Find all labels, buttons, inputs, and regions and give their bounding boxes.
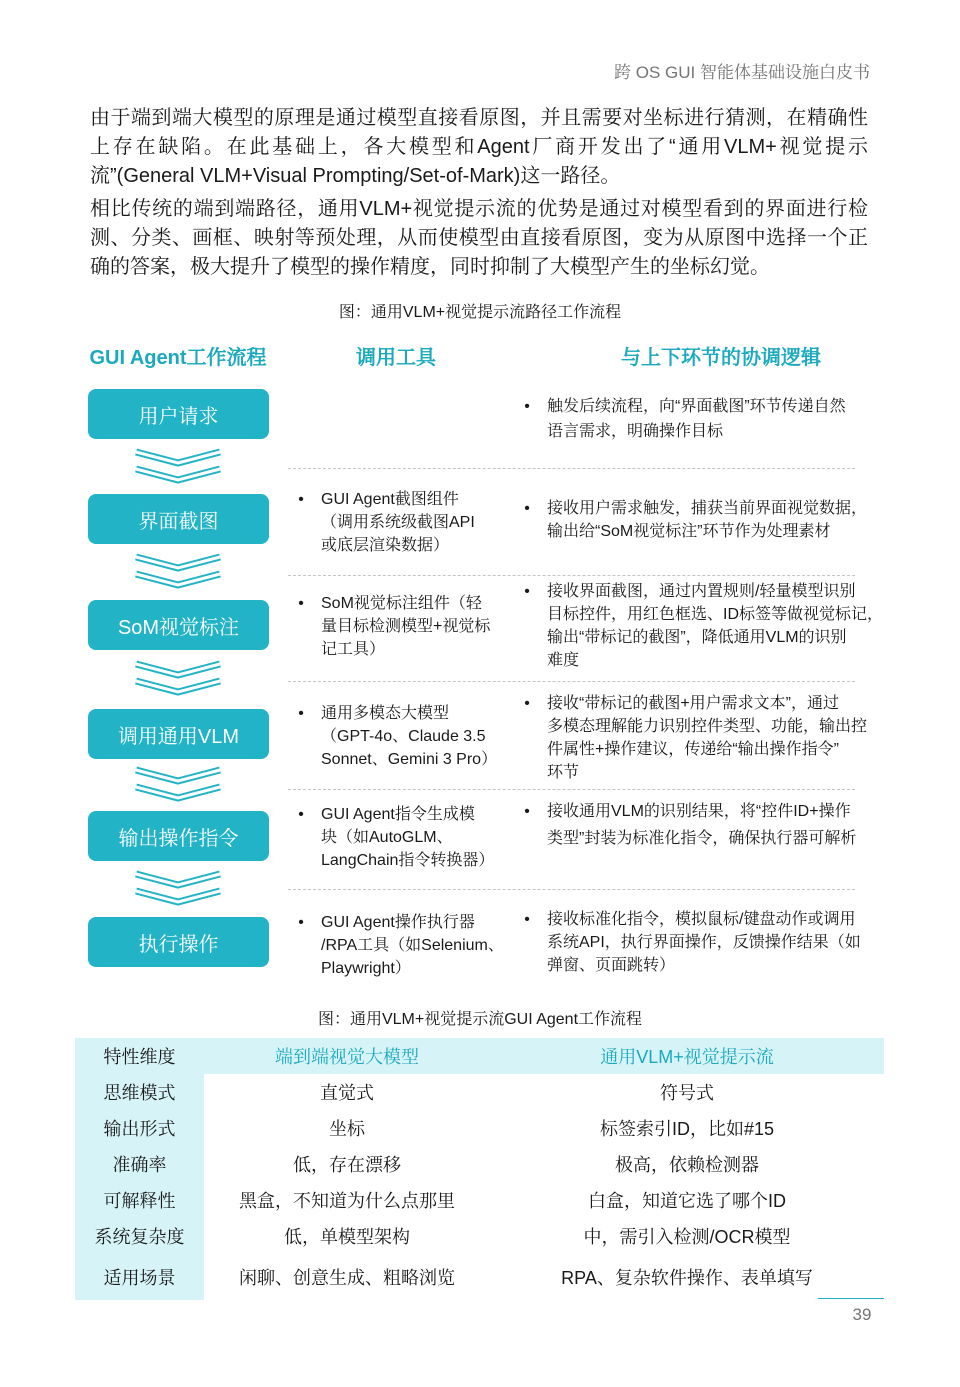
bullet: • xyxy=(298,705,304,722)
tool-text-line: （GPT-4o、Claude 3.5 xyxy=(321,728,486,745)
logic-text-line: 接收通用VLM的识别结果，将“控件ID+操作 xyxy=(547,803,851,820)
double-chevron-down-icon xyxy=(132,447,224,487)
step-som-annotation xyxy=(88,600,269,650)
tool-text-line: （调用系统级截图API xyxy=(321,514,475,531)
bullet: • xyxy=(524,695,530,712)
step-screenshot xyxy=(88,494,269,544)
tool-text-line: GUI Agent截图组件 xyxy=(321,491,459,508)
row-vlm-prompting-value: RPA、复杂软件操作、表单填写 xyxy=(561,1268,813,1288)
row-end-to-end-value: 低，存在漂移 xyxy=(293,1155,401,1175)
header-vlm-visual-prompting: 通用VLM+视觉提示流 xyxy=(490,1038,884,1074)
tool-cell-call-vlm xyxy=(294,702,497,771)
row-divider xyxy=(288,681,855,682)
step-label: 执行操作 xyxy=(138,933,219,956)
logic-text-line: 目标控件，用红色框选、ID标签等做视觉标记， xyxy=(547,606,884,623)
comparison-table xyxy=(75,1038,884,1300)
bullet: • xyxy=(524,398,530,415)
row-divider xyxy=(288,575,855,576)
row-end-to-end-value: 闲聊、创意生成、粗略浏览 xyxy=(239,1268,455,1288)
bullet: • xyxy=(298,914,304,931)
row-vlm-prompting-value: 符号式 xyxy=(660,1083,714,1103)
page-number: 39 xyxy=(852,1305,872,1324)
tool-text-line: 通用多模态大模型 xyxy=(321,705,450,722)
logic-text-line: 环节 xyxy=(547,764,580,781)
logic-text-line: 接收“带标记的截图+用户需求文本”，通过 xyxy=(547,695,840,712)
row-end-to-end-value: 坐标 xyxy=(329,1119,365,1139)
tool-text-line: 块（如AutoGLM、 xyxy=(321,829,453,846)
logic-text-line: 难度 xyxy=(547,652,580,669)
tool-cell-output-instruction xyxy=(294,803,494,872)
bullet: • xyxy=(524,803,530,820)
logic-text-line: 弹窗、页面跳转） xyxy=(547,957,676,974)
logic-text-line: 触发后续流程，向“界面截图”环节传递自然 xyxy=(547,398,846,415)
table-row xyxy=(75,1182,884,1218)
logic-cell-output-instruction xyxy=(520,798,856,852)
row-divider xyxy=(288,889,855,890)
double-chevron-down-icon xyxy=(132,552,224,592)
tool-cell-screenshot xyxy=(294,488,475,557)
column-header-tools: 调用工具 xyxy=(356,347,436,369)
row-dimension: 适用场景 xyxy=(75,1254,204,1300)
table-row xyxy=(75,1074,884,1110)
tool-text-line: 量目标检测模型+视觉标 xyxy=(321,618,491,635)
logic-text-line: 接收用户需求触发，捕获当前界面视觉数据， xyxy=(547,500,868,517)
table-caption: 图：通用VLM+视觉提示流GUI Agent工作流程 xyxy=(317,1011,643,1028)
bullet: • xyxy=(298,806,304,823)
double-chevron-down-icon xyxy=(132,765,224,805)
tool-text-line: /RPA工具（如Selenium、 xyxy=(321,937,504,954)
row-dimension: 准确率 xyxy=(75,1146,204,1182)
header-end-to-end-model: 端到端视觉大模型 xyxy=(204,1038,490,1074)
column-header-workflow: GUI Agent工作流程 xyxy=(89,347,267,369)
step-call-vlm xyxy=(88,709,269,759)
row-end-to-end-value: 直觉式 xyxy=(320,1083,374,1103)
step-label: 界面截图 xyxy=(138,510,219,533)
row-dimension: 输出形式 xyxy=(75,1110,204,1146)
row-dimension: 可解释性 xyxy=(75,1182,204,1218)
logic-cell-screenshot xyxy=(520,497,867,543)
logic-text-line: 语言需求，明确操作目标 xyxy=(547,423,724,440)
logic-text-line: 输出“带标记的截图”，降低通用VLM的识别 xyxy=(547,629,847,646)
row-vlm-prompting-value: 白盒，知道它选了哪个ID xyxy=(588,1191,786,1211)
tool-cell-som-annotation xyxy=(294,592,490,661)
body-paragraph: 相比传统的端到端路径，通用VLM+视觉提示流的优势是通过对模型看到的界面进行检测、分类、画框、映射等预处理，从而使模型由直接看原图，变为从原图中选择一个正确的答案，极大提升了模型的操作精度，同时抑制了大模型产生的坐标幻觉。 xyxy=(90,198,868,278)
bullet: • xyxy=(298,491,304,508)
tool-text-line: Sonnet、Gemini 3 Pro） xyxy=(321,751,498,768)
row-vlm-prompting-value: 标签索引ID，比如#15 xyxy=(599,1119,775,1139)
header-dimension: 特性维度 xyxy=(75,1038,204,1074)
logic-text-line: 系统API，执行界面操作，反馈操作结果（如 xyxy=(547,934,861,951)
bullet: • xyxy=(524,583,530,600)
row-dimension: 系统复杂度 xyxy=(75,1218,204,1254)
step-output-instruction xyxy=(88,811,269,861)
bullet: • xyxy=(524,911,530,928)
step-label: 输出操作指令 xyxy=(118,827,239,850)
logic-cell-user-request xyxy=(520,394,846,444)
bullet: • xyxy=(298,595,304,612)
double-chevron-down-icon xyxy=(132,659,224,699)
bullet: • xyxy=(524,500,530,517)
logic-text-line: 接收标准化指令，模拟鼠标/键盘动作或调用 xyxy=(547,911,856,928)
row-end-to-end-value: 低，单模型架构 xyxy=(284,1227,410,1247)
tool-text-line: 记工具） xyxy=(321,641,386,658)
tool-cell-execute-operation xyxy=(294,911,504,980)
row-divider xyxy=(288,468,855,469)
logic-cell-execute-operation xyxy=(520,908,861,977)
body-paragraph: 由于端到端大模型的原理是通过模型直接看原图，并且需要对坐标进行猜测，在精确性上存在缺陷。在此基础上，各大模型和Agent厂商开发出了“通用VLM+视觉提示流”(General VLM+Visual Prompting/Set-of-Mark)这一路径。 xyxy=(90,107,868,187)
double-chevron-down-icon xyxy=(132,869,224,909)
logic-text-line: 多模态理解能力识别控件类型、功能，输出控 xyxy=(547,718,868,735)
step-label: 调用通用VLM xyxy=(117,725,240,748)
tool-text-line: SoM视觉标注组件（轻 xyxy=(321,595,482,612)
figure-caption: 图：通用VLM+视觉提示流路径工作流程 xyxy=(338,304,622,321)
step-user-request xyxy=(88,389,269,439)
table-row xyxy=(75,1146,884,1182)
running-head: 跨 OS GUI 智能体基础设施白皮书 xyxy=(614,63,870,82)
row-divider xyxy=(288,789,855,790)
logic-cell-call-vlm xyxy=(520,692,867,784)
row-vlm-prompting-value: 极高，依赖检测器 xyxy=(615,1155,759,1175)
row-end-to-end-value: 黑盒，不知道为什么点那里 xyxy=(239,1191,455,1211)
logic-text-line: 件属性+操作建议，传递给“输出操作指令” xyxy=(547,741,840,758)
row-vlm-prompting-value: 中，需引入检测/OCR模型 xyxy=(583,1227,791,1247)
table-row xyxy=(75,1110,884,1146)
column-header-coordination: 与上下环节的协调逻辑 xyxy=(621,347,821,369)
logic-text-line: 输出给“SoM视觉标注”环节作为处理素材 xyxy=(547,523,831,540)
logic-text-line: 类型”封装为标准化指令，确保执行器可解析 xyxy=(547,830,857,847)
table-row xyxy=(75,1254,884,1300)
table-row xyxy=(75,1218,884,1254)
step-execute-operation xyxy=(88,917,269,967)
tool-text-line: Playwright） xyxy=(321,960,411,977)
tool-text-line: GUI Agent操作执行器 xyxy=(321,914,475,931)
logic-cell-som-annotation xyxy=(520,580,883,672)
logic-text-line: 接收界面截图，通过内置规则/轻量模型识别 xyxy=(547,583,856,600)
step-label: SoM视觉标注 xyxy=(117,616,240,639)
table-header-row xyxy=(75,1038,884,1074)
footer-rule xyxy=(818,1298,884,1299)
row-dimension: 思维模式 xyxy=(75,1074,204,1110)
step-label: 用户请求 xyxy=(138,405,219,428)
tool-text-line: GUI Agent指令生成模 xyxy=(321,806,475,823)
tool-text-line: 或底层渲染数据） xyxy=(321,537,450,554)
tool-text-line: LangChain指令转换器） xyxy=(321,852,495,869)
